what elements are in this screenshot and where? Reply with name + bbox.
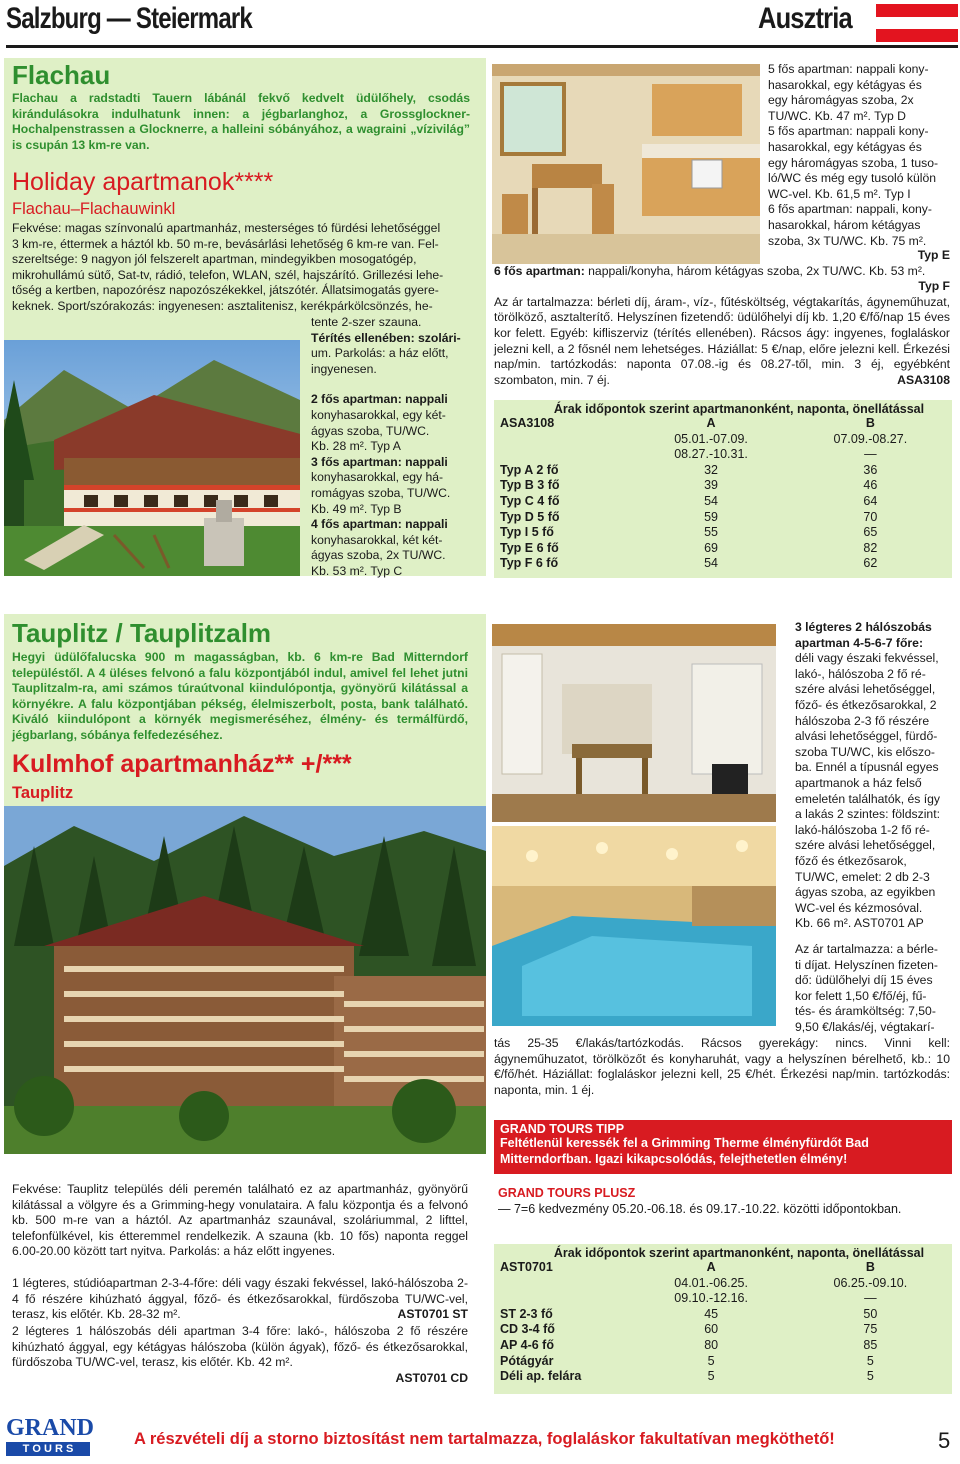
table-cell: B <box>865 1260 875 1274</box>
table-cell <box>500 432 631 448</box>
table-cell: 70 <box>863 509 878 524</box>
table-row <box>500 525 950 541</box>
price-includes-continued: tás 25-35 €/lakás/tartózkodás. Rácsos gyerekágy: nincs. Vinni kell: ágyneműhuzatot, törölközőt és konyharuhát, vagy a helyszínen bérelhető, kb.: 10 €/fő/hét. Háziállat: foglaláskor jelezni kell, 25 €/hét. Érkezési nap/min. tartózkodás: naponta, min. 1 éj. <box>494 1036 950 1097</box>
table-row <box>500 416 950 432</box>
text-line: alvási lehetőséggel, fürdő- <box>795 729 938 744</box>
table-cell: ST 2-3 fő <box>500 1306 553 1321</box>
storno-notice: A részvételi díj a storno biztosítást nem tartalmazza, foglaláskor fakultatívan megköthető! <box>134 1430 835 1448</box>
two-room-text: 2 légteres 1 hálószobás déli apartman 3-4 főre: lakó-, hálószoba 2 fő részére kihúzható ággyal, egy kétágyas hálószoba (külön ágyak), főző- és étkezősarokkal, fürdőszoba TU/WC-vel, terasz, kis előtér. Kb. 42 m². <box>12 1324 468 1370</box>
description-line: 3 km-re, éttermek a háztól kb. 50 m-re, bevásárlási lehetőség 6 km-re van. Fel- <box>12 236 439 251</box>
table-row <box>500 494 950 510</box>
hotel-description <box>12 221 474 315</box>
table-cell: 06.25.-09.10. <box>833 1275 908 1290</box>
studio-text: 1 légteres, stúdióapartman 2-3-4-főre: déli vagy északi fekvéssel, lakó-hálószoba 2-4 fő részére kihúzható ággyal, főző- és étkezősarokkal, fürdőszoba TU/WC-vel, terasz, kis előtér. Kb. 28-32 m². <box>12 1276 468 1322</box>
text-line: Kb. 66 m². AST0701 AP <box>795 916 924 931</box>
typ-label: Typ E <box>917 248 950 262</box>
apartment-f-desc <box>494 264 950 280</box>
table-cell: 85 <box>863 1337 878 1352</box>
table-cell: 75 <box>863 1322 878 1337</box>
apt-f-rest: nappali/konyha, három kétágyas szoba, 2x TU/WC. Kb. 53 m². <box>588 263 926 278</box>
table-cell <box>500 447 631 463</box>
flachau-apartment-details <box>768 62 950 249</box>
text-line: hasarokkal, három kétágyas <box>768 217 921 232</box>
grand-tours-plusz <box>494 1186 952 1216</box>
table-cell: ASA3108 <box>500 416 555 430</box>
table-cell: 54 <box>704 493 718 508</box>
table-cell: 5 <box>866 1369 874 1384</box>
table-cell: 69 <box>704 540 718 555</box>
table-cell: 08.27.-10.31. <box>674 447 748 462</box>
description-line: tőség a kertben, napozórész napozószékekkel, játszótér. Állatsimogatás gyere- <box>12 283 439 298</box>
table-cell: 07.09.-08.27. <box>833 431 908 446</box>
price-table-heading: Árak időpontok szerint apartmanonként, naponta, önellátással <box>553 1246 925 1260</box>
table-cell: Typ E 6 fő <box>500 540 559 555</box>
col-line: um. Parkolás: a ház előtt, <box>311 346 449 361</box>
table-cell: — <box>864 447 877 462</box>
table-cell: Typ B 3 fő <box>500 478 560 493</box>
text-line: főző és étkezősarok, <box>795 853 907 868</box>
grand-tours-logo <box>6 1415 94 1464</box>
table-row <box>500 1369 950 1385</box>
description-line: mikrohullámú sütő, Sat-tv, rádió, telefon, WLAN, szél, hajszárító. Grillezési lehe- <box>12 267 444 282</box>
plusz-title: GRAND TOURS PLUSZ <box>498 1186 636 1200</box>
text-line: 2 fős apartman: nappali <box>311 392 448 407</box>
two-room-code: AST0701 CD <box>395 1370 468 1385</box>
text-line: szoba TU/WC, kis előszo- <box>795 744 935 759</box>
text-line: ágyas szoba, 2x TU/WC. <box>311 548 446 563</box>
text-line: Az ár tartalmazza: a bérle- <box>795 942 938 956</box>
tauplitz-intro: Hegyi üdülőfalucska 900 m magasságban, kb. 6 km-re Bad Mitterndorf településtől. A 4 üléses felvonó a falu központjából indul, amivel fel lehet jutni Tauplitzalm-ra, ami számos túraútvonal kiindulópontja, gyönyörű kilátással a környékre. A falu központjában pékség, élelmiszerbolt, posta, bank található. Kiváló kiindulópont a környék megismeréséhez, élmény- és termálfürdő, jégbarlang, sóbánya felfedezéséhez. <box>12 650 468 742</box>
text-line: konyhasarokkal, két két- <box>311 532 443 547</box>
text-line: apartmanok a ház felső <box>795 775 922 790</box>
text-line: szoba, 3x TU/WC. Kb. 75 m². <box>768 233 927 248</box>
table-cell: 5 <box>707 1369 715 1384</box>
table-cell: 46 <box>863 478 878 493</box>
table-cell <box>500 1276 632 1292</box>
text-line: egy háromágyas szoba, 2x <box>768 93 914 108</box>
table-cell: A <box>706 1260 716 1274</box>
hotel-name: Holiday apartmanok**** <box>12 168 274 196</box>
text-line: konyhasarokkal, egy két- <box>311 407 446 422</box>
studio-apartment-desc <box>12 1276 468 1323</box>
description-line: keknek. Sport/szórakozás: ingyenesen: asztalitenisz, kerékpárkölcsönzés, he- <box>12 298 433 313</box>
table-cell: Typ D 5 fő <box>500 509 560 524</box>
col-line: ingyenesen. <box>311 361 377 376</box>
text-line: apartman 4-5-6-7 főre: <box>795 635 924 650</box>
table-row <box>500 1260 950 1276</box>
hotel-place: Flachau–Flachauwinkl <box>12 200 176 218</box>
text-line: ló/WC és még egy tusoló külön <box>768 171 936 186</box>
flachau-intro: Flachau a radstadti Tauern lábánál fekvő kedvelt üdülőhely, csodás kirándulásokra indulhatunk innen: a jégbarlanghoz, a Grossglockner-Hochalpenstrassen a Glocknerre, a halleini sóbányához, a wagraini „vízivilág” is csupán 13 km-re van. <box>12 91 470 152</box>
table-row <box>500 1354 950 1370</box>
table-row <box>500 478 950 494</box>
text-line: ti díjat. Helyszínen fizeten- <box>795 957 938 972</box>
table-cell: A <box>706 416 716 430</box>
table-cell: 36 <box>863 462 878 477</box>
text-line: a lakás 2 szintes: földszint: <box>795 807 940 822</box>
logo-tours: T O U R S <box>6 1442 90 1456</box>
table-cell: 05.01.-07.09. <box>674 431 748 446</box>
table-row <box>500 1338 950 1354</box>
table-cell: 64 <box>863 493 878 508</box>
price-table <box>500 416 950 572</box>
table-cell: Typ C 4 fő <box>500 493 560 508</box>
table-row <box>500 1307 950 1323</box>
page-header-region: Salzburg — Steiermark <box>6 2 252 35</box>
price-table <box>500 1260 950 1385</box>
two-room-apartment-desc <box>12 1324 468 1386</box>
studio-code: AST0701 ST <box>397 1307 468 1322</box>
flachau-wide-text <box>494 248 950 388</box>
table-cell: Déli ap. felára <box>500 1369 582 1384</box>
kitchen-interior-photo <box>492 64 760 264</box>
table-cell: Pótágyár <box>500 1353 554 1368</box>
header-rule <box>6 45 958 48</box>
text-line: WC-vel. Kb. 61,5 m². Typ I <box>768 186 911 201</box>
table-row <box>500 1322 950 1338</box>
table-cell: 82 <box>863 540 878 555</box>
table-cell: CD 3-4 fő <box>500 1322 555 1337</box>
table-cell: — <box>864 1291 877 1306</box>
table-cell: B <box>865 416 875 430</box>
tip-text: Feltétlenül keressék fel a Grimming Therme élményfürdőt Bad Mitterndorfban. Igazi kikapcsolódás, felejthetetlen élmény! <box>500 1136 869 1166</box>
table-row <box>500 447 950 463</box>
flachau-title: Flachau <box>12 60 111 90</box>
table-cell: 5 <box>866 1353 874 1368</box>
text-line: 6 fős apartman: nappali, kony- <box>768 202 932 217</box>
text-line: TU/WC, emelet: 2 db 2-3 <box>795 869 930 884</box>
tip-title: GRAND TOURS TIPP <box>500 1122 625 1136</box>
kulmhof-name <box>12 750 352 779</box>
text-line: 5 fős apartman: nappali kony- <box>768 62 929 76</box>
three-room-apartment-desc <box>795 620 950 932</box>
table-cell: Typ F 6 fő <box>500 556 559 571</box>
text-line: lakó-, hálószoba 2 fő ré- <box>795 666 926 681</box>
description-line: Fekvése: magas színvonalú apartmanház, mesterséges tó fürdési lehetőséggel <box>12 221 441 235</box>
text-line: WC-vel és kézmosóval. <box>795 900 923 915</box>
kulmhof-place: Tauplitz <box>12 784 74 802</box>
text-line: ágyas szoba, az egyikben <box>795 885 936 900</box>
text-line: Kb. 49 m². Typ B <box>311 501 402 516</box>
table-row <box>500 432 950 448</box>
table-cell: 5 <box>707 1353 715 1368</box>
text-line: egy háromágyas szoba, 1 tuso- <box>768 155 939 170</box>
page-number: 5 <box>938 1428 951 1453</box>
table-cell: 62 <box>863 556 878 571</box>
text-line: szére alvási lehetőséggel, <box>795 838 936 853</box>
text-line: dő: üdülőhelyi díj 15 éves <box>795 973 933 988</box>
flachau-price-table <box>494 402 952 572</box>
table-cell: 59 <box>704 509 718 524</box>
table-cell: AP 4-6 fő <box>500 1337 554 1352</box>
text-line: hasarokkal, egy kétágyas és <box>768 77 922 92</box>
text-line: 9,50 €/lakás/éj, végtakarí- <box>795 1019 935 1034</box>
kulmhof-description: Fekvése: Tauplitz település déli peremén található ez az apartmanház, gyönyörű kilátással a völgyre és a Grimming-hegy vonulataira. A falu központja és a felvonó kb. 500 m-re van a háztól. Az apartmanház szaunával, szoláriummal, 2 lifttel, telefonfülkével, kis étteremmel rendelkezik. A szauna (kb. 10 fős) naponta reggel 6.00-20.00 között tart nyitva. Parkolás: a ház előtt ingyenes. <box>12 1182 468 1259</box>
plusz-text: — 7=6 kedvezmény 05.20.-06.18. és 09.17.-10.22. közötti időpontokban. <box>498 1202 902 1216</box>
price-includes-short <box>795 942 950 1036</box>
table-cell: 45 <box>704 1306 719 1321</box>
page-header-country: Ausztria <box>758 2 852 35</box>
table-cell <box>500 1291 632 1307</box>
kulmhof-building-photo <box>4 806 486 1154</box>
tauplitz-price-table <box>494 1246 952 1385</box>
table-row <box>500 463 950 479</box>
indoor-pool-photo <box>492 826 776 1026</box>
text-line: kor felett 1,50 €/fő/éj, fű- <box>795 988 927 1003</box>
table-cell: 09.10.-12.16. <box>674 1291 748 1306</box>
tauplitz-title: Tauplitz / Tauplitzalm <box>12 618 272 648</box>
table-cell: 65 <box>863 525 878 540</box>
table-row <box>500 556 950 572</box>
table-row <box>500 1276 950 1292</box>
text-line: Kb. 28 m². Typ A <box>311 439 401 454</box>
table-cell: Typ I 5 fő <box>500 525 554 540</box>
table-cell: 32 <box>704 462 718 477</box>
table-cell: Typ A 2 fő <box>500 462 559 477</box>
kulmhof-name-text: Kulmhof apartmanház** +/*** <box>12 750 352 778</box>
table-row <box>500 1291 950 1307</box>
apartment-interior-photo <box>492 624 776 822</box>
text-line: hasarokkal, egy kétágyas és <box>768 139 922 154</box>
apt-f-bold: 6 fős apartman: <box>494 263 585 278</box>
text-line: Kb. 53 m². Typ C <box>311 563 403 578</box>
holiday-apartment-house-photo <box>4 340 300 576</box>
text-line: 5 fős apartman: nappali kony- <box>768 124 929 139</box>
table-cell: 80 <box>704 1337 719 1352</box>
table-cell: 60 <box>704 1322 719 1337</box>
offer-code: ASA3108 <box>897 372 950 387</box>
price-includes-text: Az ár tartalmazza: bérleti díj, áram-, víz-, fűtésköltség, végtakarítás, ágyneműhuzat, törölköző, asztalterítő. Helyszínen fizetendő: üdülőhelyi díj kb. 1,20 €/fő/nap 15 éves kor felett. Egyéb: kifliszerviz (térítés ellenében). Rácsos ágy: ingyenes, foglaláskor jelezni kell, a 2 fősnél nem lehetséges. Háziállat: 5 €/nap, előre jelezni kell. Érkezési nap/min. tartózkodás: naponta 07.08.-ig és 08.27-től, min. 3 éj, egyébként szombaton, min. 7 éj. <box>494 294 950 387</box>
text-line: 3 légteres 2 hálószobás <box>795 620 932 634</box>
table-cell: 55 <box>704 525 718 540</box>
text-line: TU/WC. Kb. 47 m². Typ D <box>768 108 906 123</box>
text-line: 3 fős apartman: nappali <box>311 454 448 469</box>
text-line: konyhasarokkal, egy há- <box>311 470 444 485</box>
text-line: 4 fős apartman: nappali <box>311 517 448 532</box>
col-line: Térítés ellenében: szolári- <box>311 330 461 345</box>
table-row <box>500 510 950 526</box>
text-line: főző- és étkezősarokkal, 2 <box>795 697 937 712</box>
text-line: déli vagy északi fekvéssel, <box>795 651 939 666</box>
text-line: emeletén találhatók, és így <box>795 791 940 806</box>
col-line: tente 2-szer szauna. <box>311 315 422 329</box>
text-line: lakó-hálószoba 1-2 fő ré- <box>795 822 930 837</box>
price-table-heading: Árak időpontok szerint apartmanonként, naponta, önellátással <box>553 402 925 416</box>
austria-flag-icon <box>876 4 958 42</box>
typ-label: Typ F <box>918 279 950 294</box>
table-cell: 39 <box>704 478 718 493</box>
text-line: hálószoba 2-3 fő részére <box>795 713 930 728</box>
table-cell: 50 <box>863 1306 878 1321</box>
text-line: romágyas szoba, TU/WC. <box>311 485 451 500</box>
logo-grand: GRAND <box>6 1415 94 1441</box>
grand-tours-tipp-box <box>494 1120 952 1174</box>
table-row <box>500 541 950 557</box>
text-line: ágyas szoba, TU/WC. <box>311 423 430 438</box>
apartment-types-list <box>311 392 471 579</box>
text-line: szére alvási lehetőséggel, <box>795 682 936 697</box>
table-cell: AST0701 <box>500 1260 553 1274</box>
text-line: tés- és áramköltség: 7,50- <box>795 1004 936 1019</box>
description-line: szereltsége: 9 nagyon jól felszerelt apartman, mindegyikben mosogatógép, <box>12 252 417 267</box>
amenities-column <box>311 315 471 580</box>
table-cell: 54 <box>704 556 718 571</box>
table-cell: 04.01.-06.25. <box>674 1275 748 1290</box>
text-line: ba. Ennél a típusnál egyes <box>795 760 939 775</box>
